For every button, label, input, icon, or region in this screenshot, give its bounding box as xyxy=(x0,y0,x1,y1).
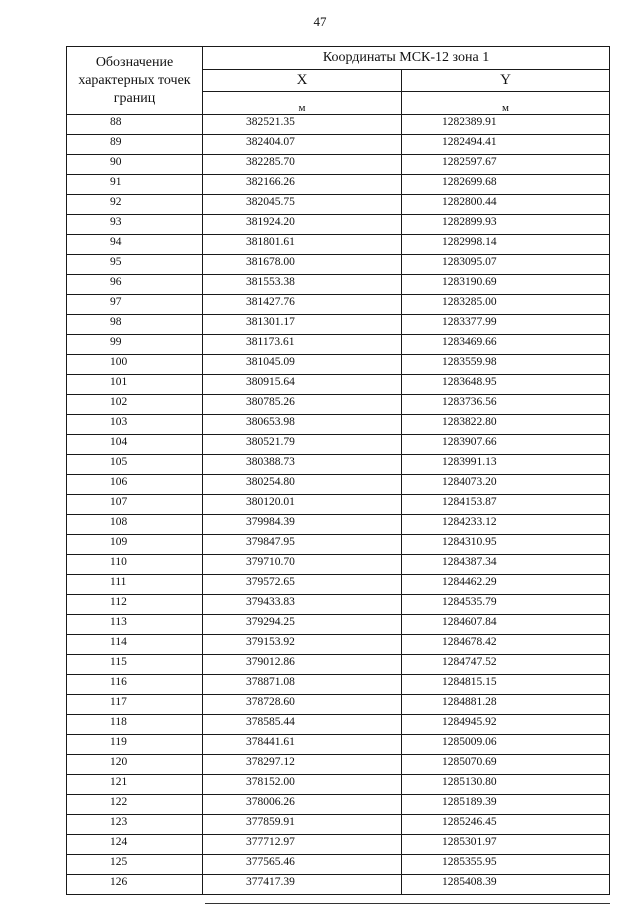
x-cell: 378006.26 xyxy=(203,795,402,815)
point-cell: 108 xyxy=(67,515,203,535)
x-cell: 381678.00 xyxy=(203,255,402,275)
x-cell: 378152.00 xyxy=(203,775,402,795)
y-cell: 1283469.66 xyxy=(402,335,610,355)
y-cell: 1284678.42 xyxy=(402,635,610,655)
point-cell: 104 xyxy=(67,435,203,455)
point-cell: 121 xyxy=(67,775,203,795)
table-row xyxy=(67,775,610,795)
y-cell: 1284945.92 xyxy=(402,715,610,735)
point-cell: 100 xyxy=(67,355,203,375)
y-cell: 1283736.56 xyxy=(402,395,610,415)
table-row xyxy=(67,555,610,575)
x-cell: 381173.61 xyxy=(203,335,402,355)
point-cell: 105 xyxy=(67,455,203,475)
y-cell: 1282899.93 xyxy=(402,215,610,235)
table-row xyxy=(67,755,610,775)
point-cell: 113 xyxy=(67,615,203,635)
y-cell: 1285408.39 xyxy=(402,875,610,895)
y-cell: 1285246.45 xyxy=(402,815,610,835)
table-row xyxy=(67,115,610,135)
table-row xyxy=(67,575,610,595)
y-cell: 1282494.41 xyxy=(402,135,610,155)
table-row xyxy=(67,655,610,675)
x-cell: 379572.65 xyxy=(203,575,402,595)
point-cell: 109 xyxy=(67,535,203,555)
y-unit-label: м xyxy=(402,92,610,115)
y-cell: 1282389.91 xyxy=(402,115,610,135)
x-cell: 380120.01 xyxy=(203,495,402,515)
x-cell: 378297.12 xyxy=(203,755,402,775)
table-row xyxy=(67,255,610,275)
x-cell: 377859.91 xyxy=(203,815,402,835)
y-cell: 1285301.97 xyxy=(402,835,610,855)
table-row xyxy=(67,635,610,655)
point-cell: 98 xyxy=(67,315,203,335)
x-cell: 381301.17 xyxy=(203,315,402,335)
y-cell: 1284815.15 xyxy=(402,675,610,695)
table-row xyxy=(67,195,610,215)
table-row xyxy=(67,855,610,875)
point-cell: 112 xyxy=(67,595,203,615)
x-cell: 380653.98 xyxy=(203,415,402,435)
table-row xyxy=(67,295,610,315)
table-row xyxy=(67,795,610,815)
bottom-rule xyxy=(205,903,610,904)
y-cell: 1283991.13 xyxy=(402,455,610,475)
x-cell: 378728.60 xyxy=(203,695,402,715)
y-cell: 1285070.69 xyxy=(402,755,610,775)
y-cell: 1283377.99 xyxy=(402,315,610,335)
point-cell: 92 xyxy=(67,195,203,215)
point-cell: 125 xyxy=(67,855,203,875)
y-cell: 1282597.67 xyxy=(402,155,610,175)
y-cell: 1284462.29 xyxy=(402,575,610,595)
x-cell: 380388.73 xyxy=(203,455,402,475)
x-cell: 382521.35 xyxy=(203,115,402,135)
table-row xyxy=(67,235,610,255)
x-cell: 380785.26 xyxy=(203,395,402,415)
y-cell: 1283822.80 xyxy=(402,415,610,435)
table-row xyxy=(67,315,610,335)
table-row xyxy=(67,875,610,895)
point-cell: 89 xyxy=(67,135,203,155)
point-cell: 114 xyxy=(67,635,203,655)
point-cell: 120 xyxy=(67,755,203,775)
x-cell: 382285.70 xyxy=(203,155,402,175)
point-cell: 103 xyxy=(67,415,203,435)
y-cell: 1284881.28 xyxy=(402,695,610,715)
x-cell: 381427.76 xyxy=(203,295,402,315)
y-cell: 1283648.95 xyxy=(402,375,610,395)
table-row xyxy=(67,715,610,735)
point-cell: 126 xyxy=(67,875,203,895)
table-row xyxy=(67,535,610,555)
y-cell: 1283907.66 xyxy=(402,435,610,455)
y-cell: 1284310.95 xyxy=(402,535,610,555)
x-cell: 381045.09 xyxy=(203,355,402,375)
coordinates-table xyxy=(66,46,610,895)
x-cell: 380521.79 xyxy=(203,435,402,455)
y-cell: 1284153.87 xyxy=(402,495,610,515)
y-cell: 1282800.44 xyxy=(402,195,610,215)
y-cell: 1284535.79 xyxy=(402,595,610,615)
table-row xyxy=(67,155,610,175)
point-cell: 122 xyxy=(67,795,203,815)
point-cell: 101 xyxy=(67,375,203,395)
x-cell: 377417.39 xyxy=(203,875,402,895)
point-cell: 111 xyxy=(67,575,203,595)
table-row xyxy=(67,275,610,295)
x-cell: 379153.92 xyxy=(203,635,402,655)
y-cell: 1285009.06 xyxy=(402,735,610,755)
coordinates-title: Координаты МСК-12 зона 1 xyxy=(203,47,610,70)
point-cell: 97 xyxy=(67,295,203,315)
x-cell: 377712.97 xyxy=(203,835,402,855)
x-cell: 382045.75 xyxy=(203,195,402,215)
table-row xyxy=(67,395,610,415)
x-cell: 378585.44 xyxy=(203,715,402,735)
point-cell: 95 xyxy=(67,255,203,275)
point-cell: 119 xyxy=(67,735,203,755)
y-cell: 1285130.80 xyxy=(402,775,610,795)
x-cell: 380915.64 xyxy=(203,375,402,395)
point-cell: 102 xyxy=(67,395,203,415)
table-header xyxy=(67,47,610,115)
x-cell: 377565.46 xyxy=(203,855,402,875)
table-row xyxy=(67,815,610,835)
table-row xyxy=(67,375,610,395)
point-cell: 88 xyxy=(67,115,203,135)
y-cell: 1283285.00 xyxy=(402,295,610,315)
y-cell: 1284233.12 xyxy=(402,515,610,535)
point-cell: 116 xyxy=(67,675,203,695)
point-cell: 106 xyxy=(67,475,203,495)
point-cell: 123 xyxy=(67,815,203,835)
point-cell: 96 xyxy=(67,275,203,295)
point-cell: 115 xyxy=(67,655,203,675)
x-cell: 381553.38 xyxy=(203,275,402,295)
point-cell: 91 xyxy=(67,175,203,195)
y-cell: 1283190.69 xyxy=(402,275,610,295)
designation-header: Обозначение характерных точек границ xyxy=(67,47,203,115)
y-cell: 1282699.68 xyxy=(402,175,610,195)
table-row xyxy=(67,475,610,495)
x-cell: 379847.95 xyxy=(203,535,402,555)
table-row xyxy=(67,135,610,155)
y-column-header: Y xyxy=(402,70,610,92)
table-row xyxy=(67,495,610,515)
x-cell: 379984.39 xyxy=(203,515,402,535)
x-cell: 381801.61 xyxy=(203,235,402,255)
x-column-header: X xyxy=(203,70,402,92)
table-row xyxy=(67,355,610,375)
y-cell: 1284387.34 xyxy=(402,555,610,575)
y-cell: 1282998.14 xyxy=(402,235,610,255)
y-cell: 1283095.07 xyxy=(402,255,610,275)
table-row xyxy=(67,175,610,195)
point-cell: 94 xyxy=(67,235,203,255)
point-cell: 99 xyxy=(67,335,203,355)
x-cell: 379294.25 xyxy=(203,615,402,635)
point-cell: 118 xyxy=(67,715,203,735)
table-row xyxy=(67,415,610,435)
x-cell: 378441.61 xyxy=(203,735,402,755)
table-row xyxy=(67,515,610,535)
point-cell: 107 xyxy=(67,495,203,515)
table-row xyxy=(67,695,610,715)
table-row xyxy=(67,595,610,615)
x-cell: 379012.86 xyxy=(203,655,402,675)
point-cell: 110 xyxy=(67,555,203,575)
y-cell: 1285189.39 xyxy=(402,795,610,815)
x-cell: 380254.80 xyxy=(203,475,402,495)
table-body xyxy=(67,115,610,895)
point-cell: 124 xyxy=(67,835,203,855)
table-row xyxy=(67,835,610,855)
x-unit-label: м xyxy=(203,92,402,115)
x-cell: 379710.70 xyxy=(203,555,402,575)
y-cell: 1284607.84 xyxy=(402,615,610,635)
x-cell: 378871.08 xyxy=(203,675,402,695)
table-row xyxy=(67,615,610,635)
table-row xyxy=(67,335,610,355)
page-number: 47 xyxy=(313,14,327,29)
y-cell: 1284747.52 xyxy=(402,655,610,675)
point-cell: 93 xyxy=(67,215,203,235)
x-cell: 381924.20 xyxy=(203,215,402,235)
y-cell: 1284073.20 xyxy=(402,475,610,495)
table-row xyxy=(67,215,610,235)
x-cell: 379433.83 xyxy=(203,595,402,615)
point-cell: 117 xyxy=(67,695,203,715)
point-cell: 90 xyxy=(67,155,203,175)
x-cell: 382166.26 xyxy=(203,175,402,195)
x-cell: 382404.07 xyxy=(203,135,402,155)
table-row xyxy=(67,735,610,755)
y-cell: 1283559.98 xyxy=(402,355,610,375)
table-row xyxy=(67,675,610,695)
table-row xyxy=(67,435,610,455)
y-cell: 1285355.95 xyxy=(402,855,610,875)
table-row xyxy=(67,455,610,475)
